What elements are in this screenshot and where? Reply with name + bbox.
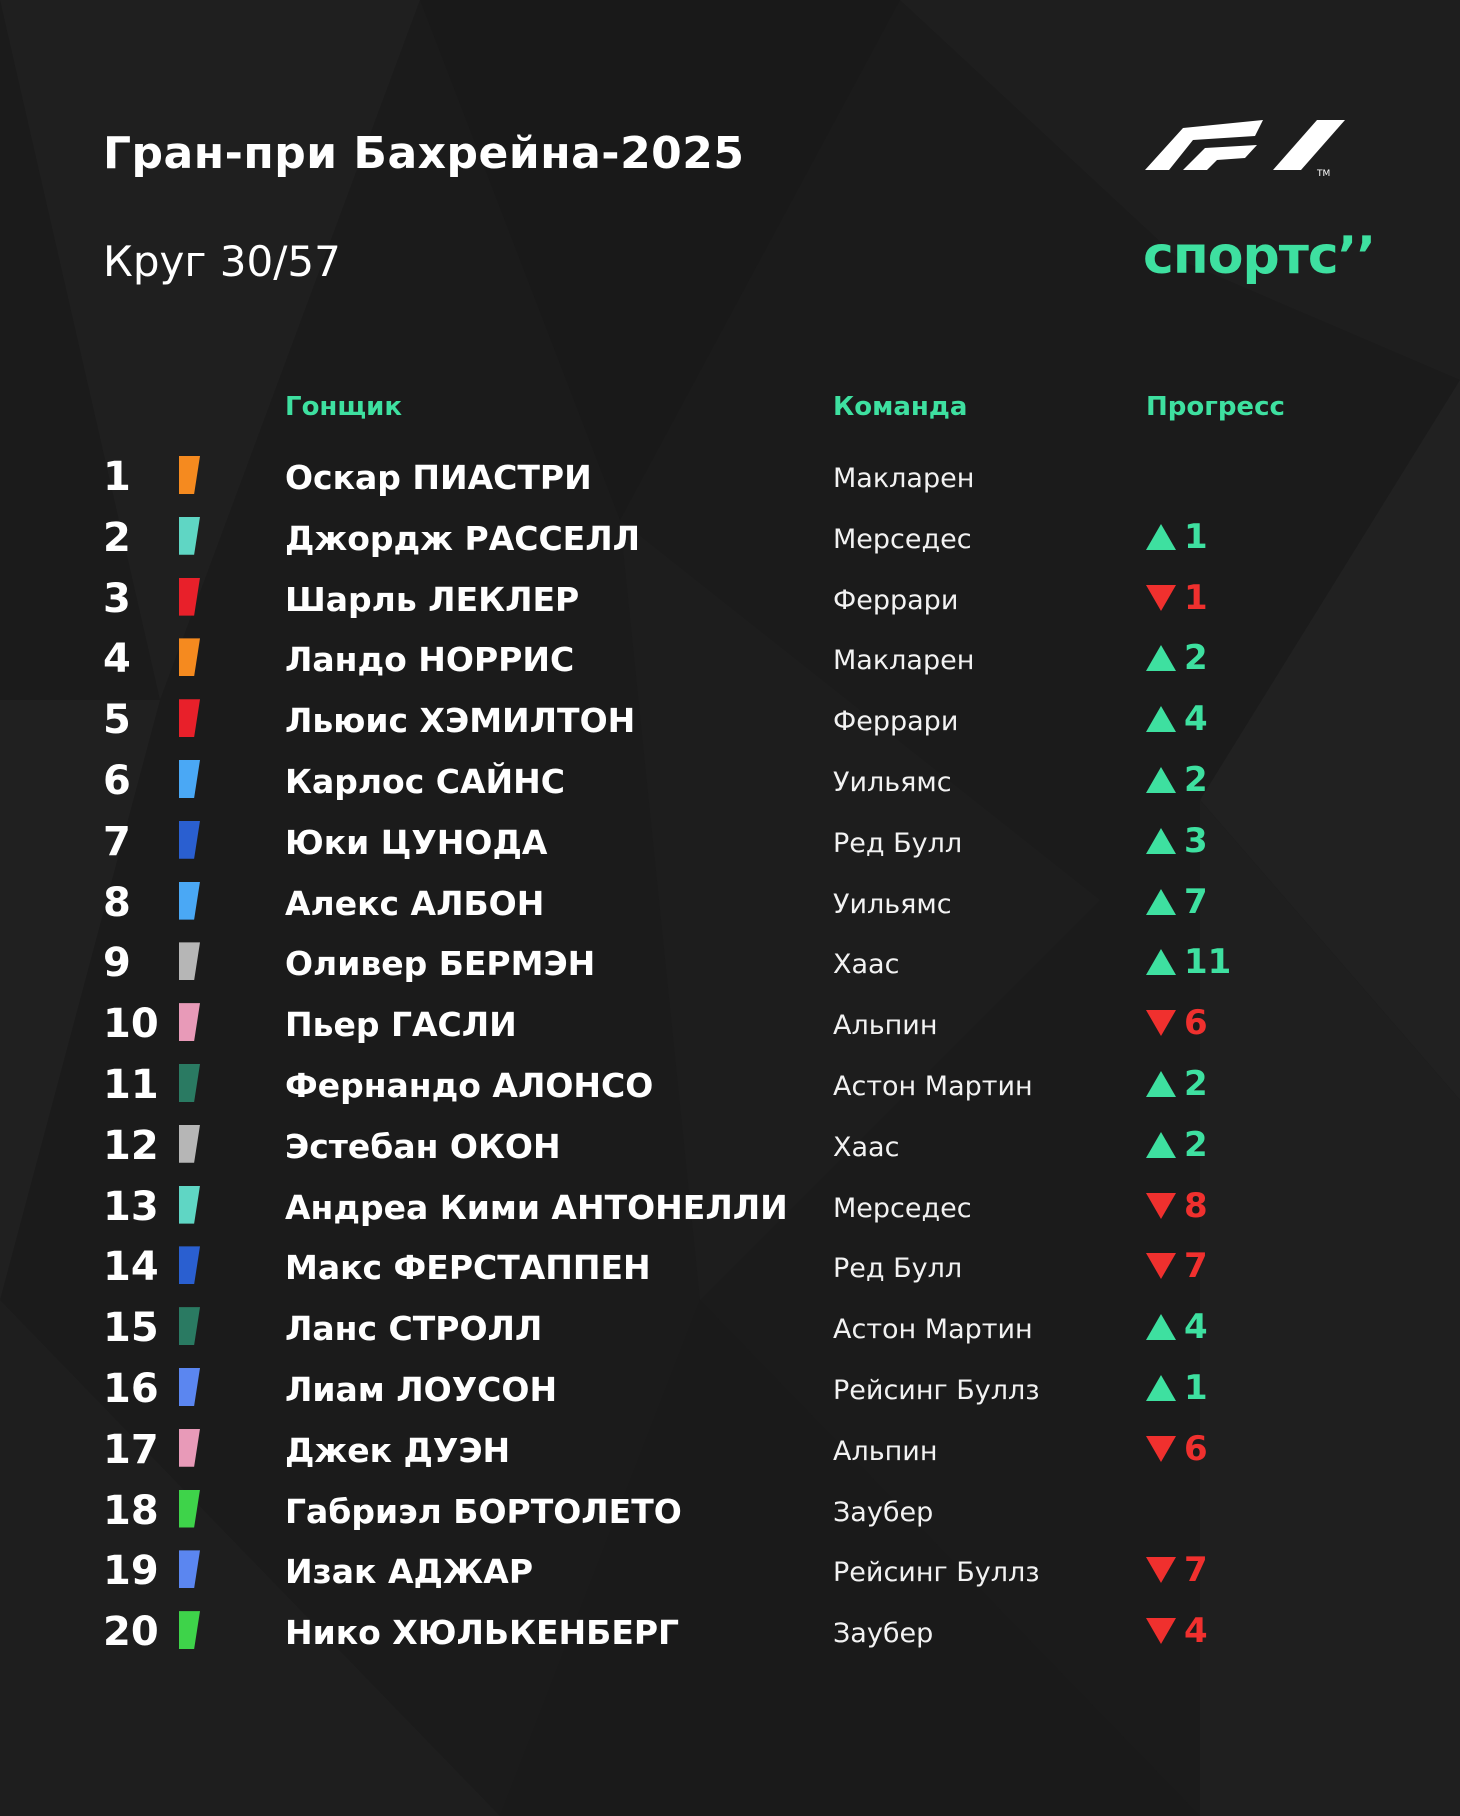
arrow-up-icon bbox=[1146, 949, 1176, 975]
team-name: Заубер bbox=[833, 1618, 934, 1650]
table-row bbox=[0, 934, 1460, 995]
progress-indicator bbox=[1146, 1125, 1208, 1165]
team-name: Макларен bbox=[833, 463, 975, 494]
position-number: 11 bbox=[103, 1061, 159, 1108]
progress-delta: 7 bbox=[1184, 1550, 1208, 1591]
team-color-swatch bbox=[179, 578, 200, 616]
progress-delta: 4 bbox=[1184, 1611, 1208, 1652]
driver-name: Изак АДЖАР bbox=[285, 1552, 533, 1592]
team-color-swatch bbox=[179, 1429, 200, 1467]
progress-delta: 1 bbox=[1184, 516, 1208, 557]
progress-indicator bbox=[1146, 517, 1208, 557]
table-row bbox=[0, 1299, 1460, 1360]
position-number: 20 bbox=[103, 1609, 159, 1656]
progress-delta: 4 bbox=[1184, 1307, 1208, 1348]
column-header-driver: Гонщик bbox=[285, 392, 402, 422]
progress-delta: 8 bbox=[1184, 1185, 1208, 1226]
driver-name: Нико ХЮЛЬКЕНБЕРГ bbox=[285, 1613, 680, 1653]
arrow-down-icon bbox=[1146, 1193, 1176, 1219]
svg-text:TM: TM bbox=[1317, 169, 1331, 176]
team-color-swatch bbox=[179, 760, 200, 798]
progress-indicator bbox=[1146, 760, 1208, 800]
progress-indicator bbox=[1146, 821, 1208, 861]
team-name: Ред Булл bbox=[833, 827, 963, 859]
driver-name: Оливер БЕРМЭН bbox=[285, 944, 596, 984]
table-row bbox=[0, 1421, 1460, 1482]
progress-indicator bbox=[1146, 1246, 1208, 1286]
position-number: 5 bbox=[103, 697, 131, 744]
progress-indicator bbox=[1146, 1429, 1208, 1469]
progress-delta: 3 bbox=[1184, 820, 1208, 861]
team-name: Хаас bbox=[833, 949, 900, 981]
position-number: 9 bbox=[103, 940, 131, 987]
team-color-swatch bbox=[179, 821, 200, 859]
driver-name: Шарль ЛЕКЛЕР bbox=[285, 579, 580, 619]
arrow-up-icon bbox=[1146, 524, 1176, 550]
team-color-swatch bbox=[179, 1246, 200, 1284]
team-color-swatch bbox=[179, 1125, 200, 1163]
arrow-up-icon bbox=[1146, 1132, 1176, 1158]
arrow-up-icon bbox=[1146, 645, 1176, 671]
team-name: Астон Мартин bbox=[833, 1314, 1033, 1346]
table-row bbox=[0, 509, 1460, 570]
table-row bbox=[0, 570, 1460, 631]
progress-indicator bbox=[1146, 882, 1208, 922]
driver-name: Ланс СТРОЛЛ bbox=[285, 1309, 543, 1349]
progress-indicator bbox=[1146, 1064, 1208, 1104]
team-name: Феррари bbox=[833, 584, 959, 616]
progress-delta: 1 bbox=[1184, 1367, 1208, 1408]
arrow-down-icon bbox=[1146, 585, 1176, 611]
progress-indicator bbox=[1146, 638, 1208, 678]
progress-delta: 7 bbox=[1184, 881, 1208, 922]
position-number: 10 bbox=[103, 1001, 159, 1048]
position-number: 6 bbox=[103, 757, 131, 804]
position-number: 12 bbox=[103, 1122, 159, 1169]
team-color-swatch bbox=[179, 1186, 200, 1224]
team-color-swatch bbox=[179, 942, 200, 980]
table-row bbox=[0, 630, 1460, 691]
team-color-swatch bbox=[179, 882, 200, 920]
team-color-swatch bbox=[179, 517, 200, 555]
table-row bbox=[0, 448, 1460, 509]
table-row bbox=[0, 752, 1460, 813]
sportsru-logo: спортс’’ bbox=[1143, 226, 1376, 286]
team-color-swatch bbox=[179, 638, 200, 676]
lap-counter: Круг 30/57 bbox=[103, 237, 341, 286]
table-row bbox=[0, 1542, 1460, 1603]
team-color-swatch bbox=[179, 1490, 200, 1528]
table-row bbox=[0, 1056, 1460, 1117]
team-color-swatch bbox=[179, 1611, 200, 1649]
progress-indicator bbox=[1146, 1368, 1208, 1408]
arrow-up-icon bbox=[1146, 1375, 1176, 1401]
team-name: Рейсинг Буллз bbox=[833, 1557, 1040, 1589]
team-name: Альпин bbox=[833, 1435, 938, 1467]
position-number: 15 bbox=[103, 1305, 159, 1352]
team-name: Рейсинг Буллз bbox=[833, 1374, 1040, 1406]
driver-name: Лиам ЛОУСОН bbox=[285, 1369, 558, 1409]
table-row bbox=[0, 1117, 1460, 1178]
team-name: Астон Мартин bbox=[833, 1070, 1033, 1102]
team-name: Ред Булл bbox=[833, 1253, 963, 1285]
progress-indicator bbox=[1146, 699, 1208, 739]
driver-name: Эстебан ОКОН bbox=[285, 1126, 561, 1166]
arrow-down-icon bbox=[1146, 1436, 1176, 1462]
team-name: Уильямс bbox=[833, 888, 952, 920]
position-number: 17 bbox=[103, 1426, 159, 1473]
team-name: Феррари bbox=[833, 706, 959, 738]
f1-logo-icon bbox=[1145, 118, 1355, 176]
progress-delta: 6 bbox=[1184, 1003, 1208, 1044]
arrow-up-icon bbox=[1146, 1071, 1176, 1097]
progress-delta: 2 bbox=[1184, 1124, 1208, 1165]
progress-delta: 2 bbox=[1184, 759, 1208, 800]
position-number: 14 bbox=[103, 1244, 159, 1291]
progress-indicator bbox=[1146, 1307, 1208, 1347]
position-number: 7 bbox=[103, 818, 131, 865]
driver-name: Ландо НОРРИС bbox=[285, 640, 575, 680]
progress-indicator bbox=[1146, 1186, 1208, 1226]
arrow-up-icon bbox=[1146, 889, 1176, 915]
driver-name: Алекс АЛБОН bbox=[285, 883, 545, 923]
progress-indicator bbox=[1146, 1550, 1208, 1590]
progress-delta: 7 bbox=[1184, 1246, 1208, 1287]
driver-name: Оскар ПИАСТРИ bbox=[285, 458, 592, 497]
position-number: 2 bbox=[103, 514, 131, 561]
arrow-down-icon bbox=[1146, 1618, 1176, 1644]
team-color-swatch bbox=[179, 1550, 200, 1588]
driver-name: Юки ЦУНОДА bbox=[285, 822, 548, 862]
position-number: 1 bbox=[103, 454, 131, 500]
position-number: 4 bbox=[103, 636, 131, 683]
progress-delta: 11 bbox=[1184, 942, 1232, 983]
column-header-team: Команда bbox=[833, 392, 968, 422]
team-color-swatch bbox=[179, 1003, 200, 1041]
team-name: Мерседес bbox=[833, 1192, 972, 1224]
progress-delta: 1 bbox=[1184, 577, 1208, 618]
page-title: Гран-при Бахрейна-2025 bbox=[103, 128, 745, 179]
position-number: 18 bbox=[103, 1487, 159, 1534]
position-number: 3 bbox=[103, 575, 131, 622]
team-color-swatch bbox=[179, 699, 200, 737]
arrow-up-icon bbox=[1146, 767, 1176, 793]
table-row bbox=[0, 1482, 1460, 1543]
progress-delta: 2 bbox=[1184, 638, 1208, 679]
driver-name: Фернандо АЛОНСО bbox=[285, 1065, 654, 1105]
team-name: Альпин bbox=[833, 1010, 938, 1042]
table-row bbox=[0, 1178, 1460, 1239]
team-name: Мерседес bbox=[833, 523, 972, 555]
driver-name: Карлос САЙНС bbox=[285, 761, 565, 801]
arrow-down-icon bbox=[1146, 1010, 1176, 1036]
team-color-swatch bbox=[179, 1368, 200, 1406]
driver-name: Андреа Кими АНТОНЕЛЛИ bbox=[285, 1187, 788, 1227]
position-number: 19 bbox=[103, 1548, 159, 1595]
arrow-down-icon bbox=[1146, 1253, 1176, 1279]
table-row bbox=[0, 1603, 1460, 1664]
progress-delta: 2 bbox=[1184, 1063, 1208, 1104]
table-row bbox=[0, 1360, 1460, 1421]
progress-indicator bbox=[1146, 942, 1231, 982]
position-number: 13 bbox=[103, 1183, 159, 1230]
table-row bbox=[0, 691, 1460, 752]
table-row bbox=[0, 1238, 1460, 1299]
table-row bbox=[0, 995, 1460, 1056]
progress-indicator bbox=[1146, 1003, 1208, 1043]
team-name: Уильямс bbox=[833, 766, 952, 798]
driver-name: Джек ДУЭН bbox=[285, 1430, 511, 1470]
position-number: 8 bbox=[103, 879, 131, 926]
arrow-up-icon bbox=[1146, 1314, 1176, 1340]
progress-indicator bbox=[1146, 1611, 1208, 1651]
table-row bbox=[0, 874, 1460, 935]
driver-name: Макс ФЕРСТАППЕН bbox=[285, 1248, 651, 1288]
arrow-up-icon bbox=[1146, 706, 1176, 732]
team-name: Хаас bbox=[833, 1131, 900, 1163]
team-color-swatch bbox=[179, 1307, 200, 1345]
arrow-down-icon bbox=[1146, 1557, 1176, 1583]
team-name: Макларен bbox=[833, 645, 975, 677]
progress-delta: 4 bbox=[1184, 699, 1208, 740]
team-color-swatch bbox=[179, 1064, 200, 1102]
arrow-up-icon bbox=[1146, 828, 1176, 854]
driver-name: Пьер ГАСЛИ bbox=[285, 1005, 517, 1045]
team-color-swatch bbox=[179, 456, 200, 494]
position-number: 16 bbox=[103, 1365, 159, 1412]
column-header-progress: Прогресс bbox=[1146, 392, 1285, 422]
progress-delta: 6 bbox=[1184, 1428, 1208, 1469]
table-row bbox=[0, 813, 1460, 874]
team-name: Заубер bbox=[833, 1496, 934, 1528]
driver-name: Габриэл БОРТОЛЕТО bbox=[285, 1491, 682, 1531]
driver-name: Джордж РАССЕЛЛ bbox=[285, 518, 641, 558]
progress-indicator bbox=[1146, 578, 1208, 618]
driver-name: Льюис ХЭМИЛТОН bbox=[285, 701, 636, 741]
standings-table bbox=[0, 448, 1460, 1664]
